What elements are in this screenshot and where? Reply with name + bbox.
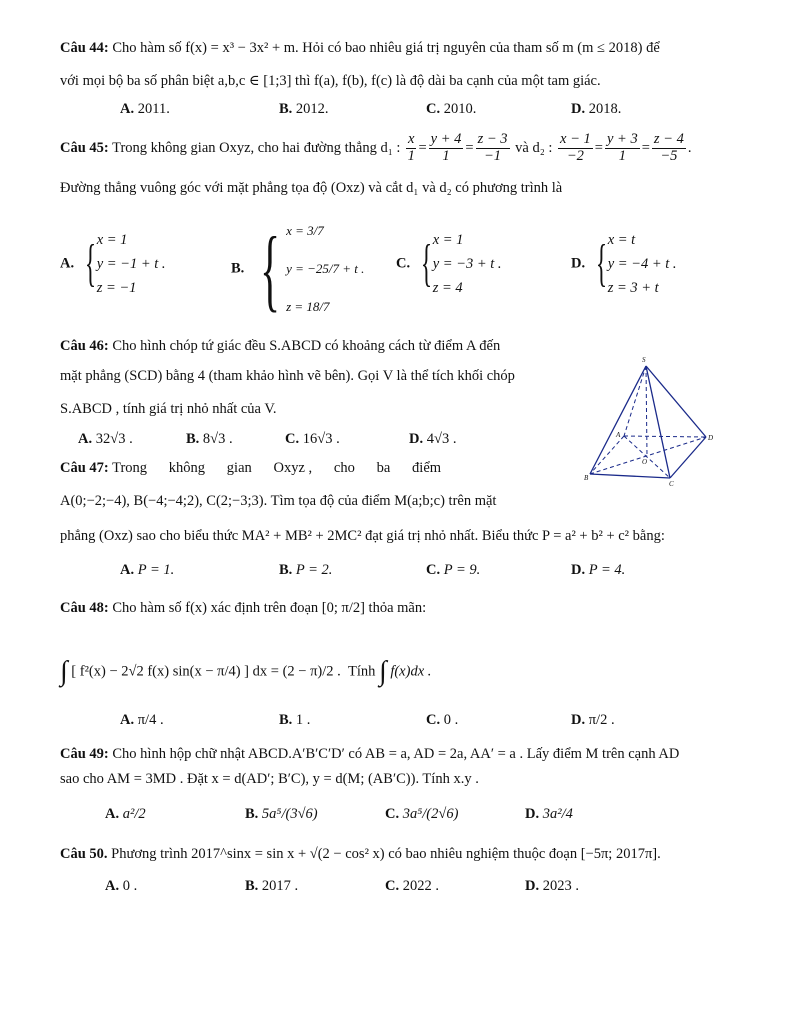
question-44 [60, 40, 734, 57]
q44-line2: với mọi bộ ba số phân biệt a,b,c ∈ [1;3] thì f(a), f(b), f(c) là độ dài ba cạnh của một tam giác. [60, 73, 601, 89]
q46-option-b: B. 8√3 . [186, 431, 233, 447]
q46-option-a: A. 32√3 . [78, 431, 133, 447]
q48-option-d: D. π/2 . [571, 712, 615, 728]
q49-label: Câu 49: [60, 746, 109, 762]
height-so [646, 366, 647, 456]
edge-ad [624, 436, 706, 437]
edge-sb [590, 366, 646, 474]
q47-label: Câu 47: [60, 460, 109, 476]
q44-label: Câu 44: [60, 40, 109, 56]
q49-option-b: B. 5a⁵/(3√6) [245, 806, 318, 822]
edge-sc [646, 366, 670, 478]
q50-option-c: C. 2022 . [385, 878, 439, 894]
q46-line2: mặt phẳng (SCD) bằng 4 (tham khảo hình vẽ bên). Gọi V là thể tích khối chóp [60, 368, 515, 384]
q49-line1: Cho hình hộp chữ nhật ABCD.A′B′C′D′ có AB = a, AD = 2a, AA′ = a . Lấy điểm M trên cạnh AD [112, 746, 680, 762]
question-45: Câu 45: Trong không gian Oxyz, cho hai đường thẳng d₁ : $\frac{x}{1}$ = $\frac{y + 4}{1}$ = $\frac{z - 3}{-1}$ và d₂ : $\frac{x - 1}{-2}$ = $\frac{y + 3}{1}$ = $\frac{z - 4}{-5}$ . [60, 131, 692, 164]
label-o: O [642, 458, 648, 466]
q46-line1: Cho hình chóp tứ giác đều S.ABCD có khoảng cách từ điểm A đến [112, 338, 501, 354]
q44-line1: Cho hàm số f(x) = x³ − 3x² + m. Hỏi có bao nhiêu giá trị nguyên của tham số m (m ≤ 2018) để [112, 40, 660, 56]
label-a: A [616, 431, 621, 439]
q48-option-a: A. π/4 . [120, 712, 164, 728]
label-c: C [669, 480, 674, 487]
q44-option-a: A. 2011. [120, 101, 170, 117]
q50-option-b: B. 2017 . [245, 878, 299, 894]
edge-cd [670, 437, 706, 478]
q45-line1b: và d₂ : [515, 139, 553, 156]
q47-option-a: A. P = 1. [120, 562, 175, 578]
question-46 [60, 338, 567, 355]
pyramid-figure [582, 352, 722, 487]
question-50 [60, 846, 734, 863]
q47-option-b: B. P = 2. [279, 562, 333, 578]
label-s: S [642, 356, 646, 364]
q48-target: f(x)dx . [390, 663, 432, 680]
question-49 [60, 746, 734, 763]
q49-line2: sao cho AM = 3MD . Đặt x = d(AD′; B′C), y = d(M; (AB′C)). Tính x.y . [60, 771, 479, 787]
q48-line1: Cho hàm số f(x) xác định trên đoạn [0; π/2] thỏa mãn: [112, 600, 427, 616]
question-48 [60, 600, 734, 617]
q45-option-d: D. { x = t y = −4 + t . z = 3 + t [571, 232, 677, 296]
q46-line3: S.ABCD , tính giá trị nhỏ nhất của V. [60, 401, 277, 417]
edge-sd [646, 366, 706, 437]
q50-option-a: A. 0 . [105, 878, 138, 894]
q44-option-c: C. 2010. [426, 101, 477, 117]
label-d: D [708, 434, 714, 442]
q48-label: Câu 48: [60, 600, 109, 616]
q50-option-d: D. 2023 . [525, 878, 579, 894]
q50-line1: Phương trình 2017^sinx = sin x + √(2 − cos² x) có bao nhiêu nghiệm thuộc đoạn [−5π; 2017π]. [111, 846, 661, 862]
q45-option-a: A. { x = 1 y = −1 + t . z = −1 [60, 232, 166, 296]
q45-label: Câu 45: [60, 139, 109, 156]
edge-bc [590, 474, 670, 478]
q44-option-b: B. 2012. [279, 101, 329, 117]
q47-line2: A(0;−2;−4), B(−4;−4;2), C(2;−3;3). Tìm tọa độ của điểm M(a;b;c) trên mặt [60, 493, 497, 509]
q45-line2: Đường thẳng vuông góc với mặt phẳng tọa độ (Oxz) và cắt d₁ và d₂ có phương trình là [60, 180, 563, 196]
q50-label: Câu 50. [60, 846, 108, 862]
q47-line3: phẳng (Oxz) sao cho biểu thức MA² + MB² + 2MC² đạt giá trị nhỏ nhất. Biểu thức P = a² + b² + c² bằng: [60, 528, 665, 544]
q47-option-c: C. P = 9. [426, 562, 481, 578]
q48-integrand: [ f²(x) − 2√2 f(x) sin(x − π/4) ] dx = (2 − π)/2 . [71, 663, 341, 680]
q44-option-d: D. 2018. [571, 101, 622, 117]
q45-line1a: Trong không gian Oxyz, cho hai đường thẳng d₁ : [112, 139, 401, 156]
q49-option-d: D. 3a²/4 [525, 806, 573, 822]
question-47 [60, 460, 567, 477]
q46-label: Câu 46: [60, 338, 109, 354]
q48-equation: ∫ [ f²(x) − 2√2 f(x) sin(x − π/4) ] dx = (2 − π)/2 . Tính ∫ f(x)dx . [60, 656, 432, 687]
q49-option-a: A. a²/2 [105, 806, 146, 822]
q48-option-c: C. 0 . [426, 712, 459, 728]
diag-bd [590, 437, 706, 474]
q49-option-c: C. 3a⁵/(2√6) [385, 806, 459, 822]
q46-option-c: C. 16√3 . [285, 431, 340, 447]
q48-option-b: B. 1 . [279, 712, 311, 728]
label-b: B [584, 474, 589, 482]
diag-ac [624, 436, 670, 478]
q48-tinh: Tính [348, 663, 376, 680]
q45-option-b: B. { x = 3/7 y = −25/7 + t . z = 18/7 [231, 218, 365, 320]
q47-line1: Trong không gian Oxyz , cho ba điểm [112, 460, 442, 476]
q47-option-d: D. P = 4. [571, 562, 626, 578]
q45-option-c: C. { x = 1 y = −3 + t . z = 4 [396, 232, 502, 296]
q46-option-d: D. 4√3 . [409, 431, 457, 447]
